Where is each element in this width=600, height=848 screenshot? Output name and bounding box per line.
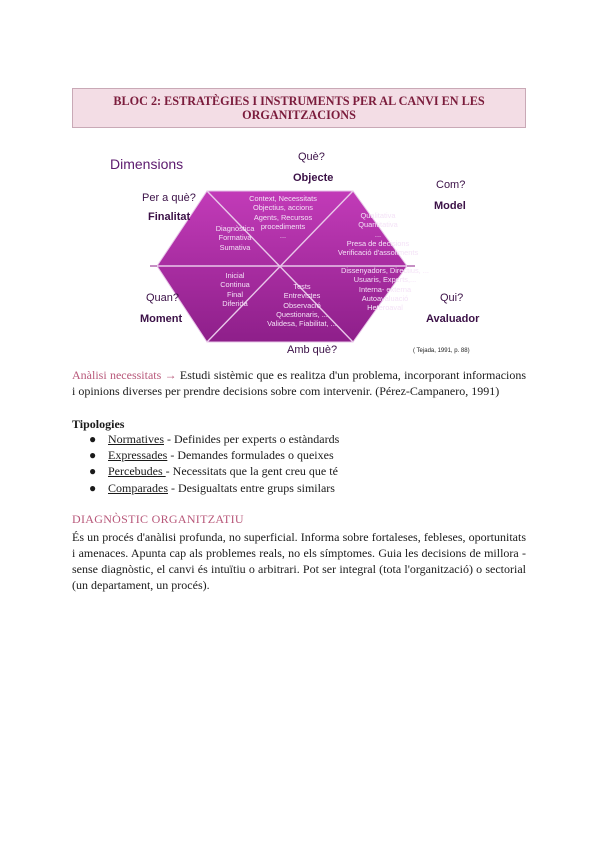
cell-finalitat: Diagnòstica Formativa Sumativa [215,224,255,252]
bullet-icon: ● [89,448,97,463]
dimensions-diagram [100,145,500,360]
cell-instruments: Tests Entrevistes Observació Questionaris, ... Validesa, Fiabilitat, ... [267,282,337,329]
bullet-icon: ● [89,464,97,479]
cell-objecte: Context, Necessitats Objectius, accions Agents, Recursos procediments ... [249,194,317,241]
label-ambque: Amb què? [287,344,338,356]
cell-model: Qualitativa Quantitativa ... Presa de decisions Verificació d'assoliments [337,211,419,258]
label-com: Com? [436,179,466,191]
label-avaluador: Avaluador [426,313,480,325]
list-item: ● Expressades - Demandes formulades o queixes [89,448,334,463]
diagram-heading: Dimensions [110,156,184,172]
diagnostic-paragraph: És un procés d'anàlisi profunda, no superficial. Informa sobre fortaleses, febleses, oportunitats i amenaces. Apunta cap als problemes reals, no els símptomes. Guia les decisions de millora - sense diagnòstic, el canvi és intuïtiu o arbitrari. Pot ser integral (tota l'organització) o sectorial (un departament, un procés). [72,530,526,592]
tipologies-list [72,431,339,496]
label-finalitat: Finalitat [148,211,191,223]
analisi-paragraph [72,367,526,399]
cell-moment: Inicial Continua Final Diferida [220,271,250,308]
list-item: ● Normatives - Definides per experts o estàndards [89,432,340,446]
diagnostic-heading: DIAGNÒSTIC ORGANITZATIU [72,512,244,526]
label-moment: Moment [140,313,183,325]
diagram-citation: ( Tejada, 1991, p. 88) [413,348,470,354]
label-que: Què? [298,151,325,163]
analisi-term: Anàlisi necessitats [72,368,162,382]
section-title: BLOC 2: ESTRATÈGIES I INSTRUMENTS PER AL CANVI EN LES ORGANITZACIONS [72,88,526,128]
label-qui: Qui? [440,292,464,304]
label-quan: Quan? [146,292,180,304]
arrow-icon: → [164,368,177,382]
tipologies-label: Tipologies [72,417,125,431]
list-item: ● Comparades - Desigualtats entre grups similars [89,480,335,495]
bullet-icon: ● [89,432,97,446]
label-perque: Per a què? [142,192,196,204]
label-model: Model [434,200,466,212]
bullet-icon: ● [89,480,97,495]
analisi-text: Estudi sistèmic que es realitza d'un problema, incorporant informacions i opinions diverses per prendre decisions sobre com intervenir. (Pérez-Campanero, 1991) [72,368,527,398]
cell-avaluador: Dissenyadors, Directius, ... Usuaris, Experts,... Interna- externa Autoavaluació Heteroaval [341,266,429,313]
list-item: ● Percebudes - Necessitats que la gent creu que té [89,464,338,479]
label-objecte: Objecte [293,172,334,184]
